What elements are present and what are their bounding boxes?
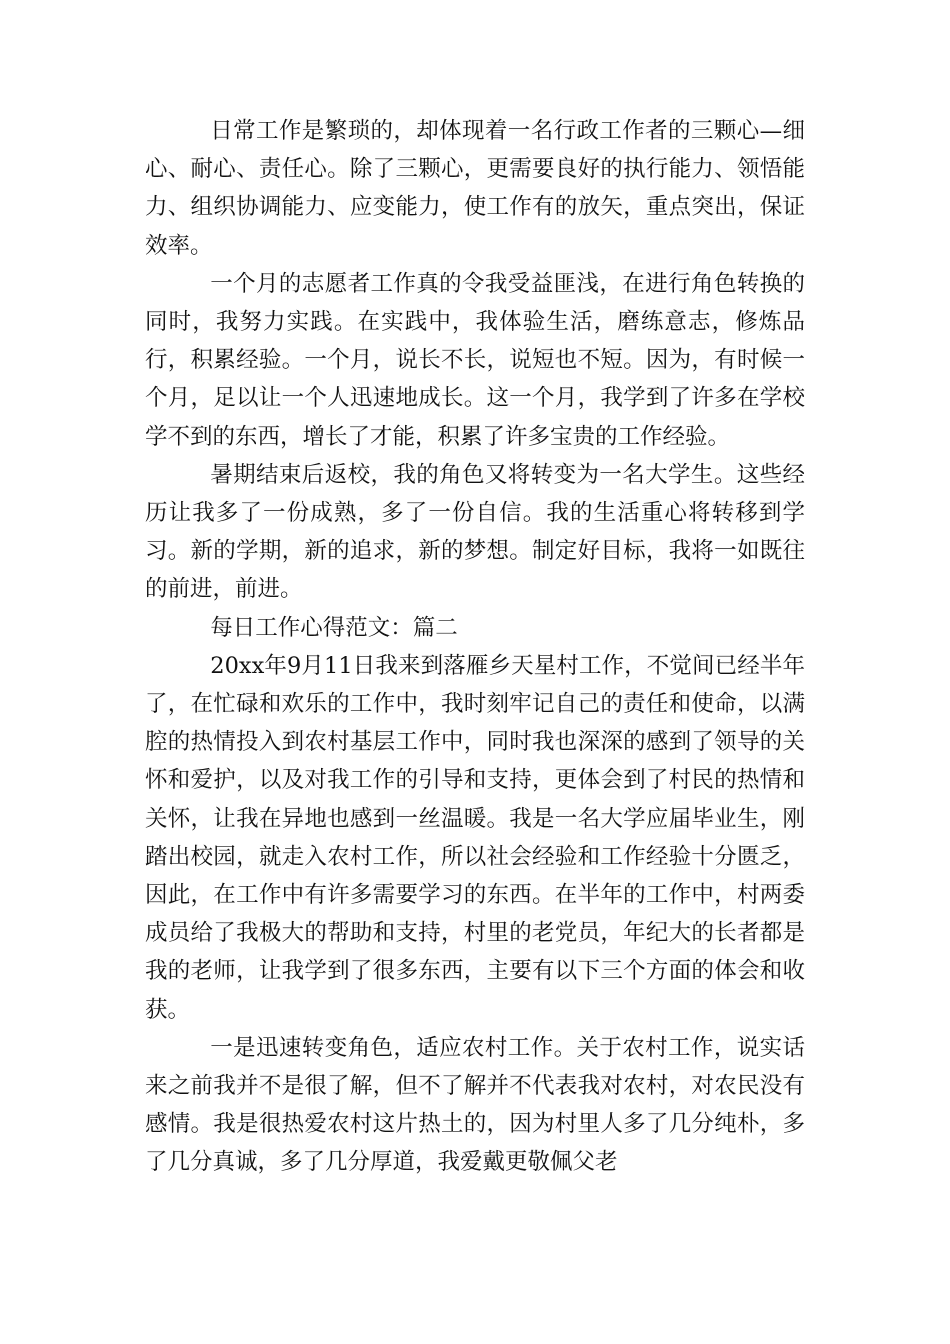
- document-page: [145, 112, 805, 1182]
- paragraph-role-change: 一是迅速转变角色，适应农村工作。关于农村工作，说实话来之前我并不是很了解，但不了解并不代表我对农村，对农民没有感情。我是很热爱农村这片热土的，因为村里人多了几分纯朴，多了几分真诚，多了几分厚道，我爱戴更敬佩父老: [145, 1034, 805, 1176]
- paragraph-volunteer-month: 一个月的志愿者工作真的令我受益匪浅，在进行角色转换的同时，我努力实践。在实践中，我体验生活，磨练意志，修炼品行，积累经验。一个月，说长不长，说短也不短。因为，有时候一个月，足以让一个人迅速地成长。这一个月，我学到了许多在学校学不到的东西，增长了才能，积累了许多宝贵的工作经验。: [145, 270, 805, 450]
- paragraph-return-to-school: 暑期结束后返校，我的角色又将转变为一名大学生。这些经历让我多了一份成熟，多了一份自信。我的生活重心将转移到学习。新的学期，新的追求，新的梦想。制定好目标，我将一如既往的前进，前进。: [145, 461, 805, 603]
- section-heading: 每日工作心得范文：篇二: [210, 614, 458, 641]
- paragraph-village-work: 20xx年9月11日我来到落雁乡天星村工作，不觉间已经半年了，在忙碌和欢乐的工作中，我时刻牢记自己的责任和使命，以满腔的热情投入到农村基层工作中，同时我也深深的感到了领导的关怀和爱护，以及对我工作的引导和支持，更体会到了村民的热情和关怀，让我在异地也感到一丝温暖。我是一名大学应届毕业生，刚踏出校园，就走入农村工作，所以社会经验和工作经验十分匮乏，因此，在工作中有许多需要学习的东西。在半年的工作中，村两委成员给了我极大的帮助和支持，村里的老党员，年纪大的长者都是我的老师，让我学到了很多东西，主要有以下三个方面的体会和收获。: [145, 652, 805, 1023]
- paragraph-three-hearts: 日常工作是繁琐的，却体现着一名行政工作者的三颗心—细心、耐心、责任心。除了三颗心，更需要良好的执行能力、领悟能力、组织协调能力、应变能力，使工作有的放矢，重点突出，保证效率。: [145, 118, 805, 259]
